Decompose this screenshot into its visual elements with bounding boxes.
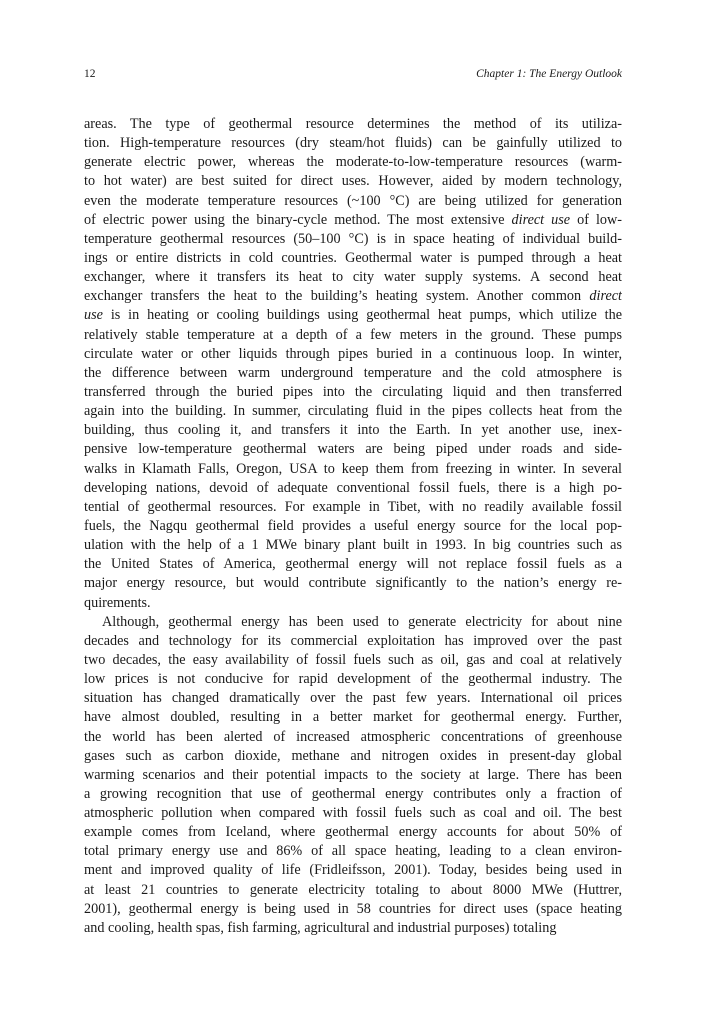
text-segment: quirements. xyxy=(84,594,151,611)
text-segment: and cooling, health spas, fish farming, agricultural and industrial purposes) totaling xyxy=(84,919,557,936)
text-segment: is in heating or cooling buildings using geothermal heat pumps, which utilize the xyxy=(102,307,622,324)
text-segment: situation has changed dramatically over the past few years. International oil prices xyxy=(84,690,622,707)
text-segment: walks in Klamath Falls, Oregon, USA to keep them from freezing in winter. In several xyxy=(84,460,622,477)
text-segment: tion. High-temperature resources (dry steam/hot fluids) can be gainfully utilized to xyxy=(84,135,622,152)
text-segment: the world has been alerted of increased atmospheric concentrations of greenhouse xyxy=(84,728,622,745)
text-segment: generate electric power, whereas the moderate-to-low-temperature resources (warm- xyxy=(84,154,622,171)
text-line xyxy=(84,498,622,517)
text-line xyxy=(84,728,622,747)
text-segment: at least 21 countries to generate electricity totaling to about 8000 MWe (Huttrer, xyxy=(84,881,622,898)
italic-text: direct use xyxy=(511,211,571,228)
text-segment: low prices is not conducive for rapid development of the geothermal industry. The xyxy=(84,671,622,688)
text-segment: ment and improved quality of life (Fridleifsson, 2001). Today, besides being used in xyxy=(84,862,622,879)
text-line xyxy=(84,421,622,440)
text-line xyxy=(84,460,622,479)
text-segment: the United States of America, geothermal energy will not replace fossil fuels as a xyxy=(84,556,622,573)
text-segment: total primary energy use and 86% of all space heating, leading to a clean environ- xyxy=(84,843,622,860)
text-line xyxy=(84,536,622,555)
chapter-title: Chapter 1: The Energy Outlook xyxy=(476,68,622,80)
text-segment: developing nations, devoid of adequate conventional fossil fuels, there is a high po- xyxy=(84,479,622,496)
text-segment: warming scenarios and their potential impacts to the society at large. There has been xyxy=(84,766,622,783)
text-segment: have almost doubled, resulting in a better market for geothermal energy. Further, xyxy=(84,709,622,726)
text-segment: ings or entire districts in cold countries. Geothermal water is pumped through a heat xyxy=(84,249,622,266)
text-segment: ulation with the help of a 1 MWe binary plant built in 1993. In big countries such as xyxy=(84,537,622,554)
text-segment: of electric power using the binary-cycle method. The most extensive xyxy=(84,211,512,228)
text-segment: the difference between warm underground temperature and the cold atmosphere is xyxy=(84,364,622,381)
text-line xyxy=(84,747,622,766)
text-segment: tential of geothermal resources. For example in Tibet, with no readily available fossil xyxy=(84,498,622,515)
text-segment: circulate water or other liquids through pipes buried in a continuous loop. In winter, xyxy=(84,345,622,362)
running-head xyxy=(84,66,622,82)
text-line xyxy=(84,651,622,670)
text-line xyxy=(84,766,622,785)
text-line xyxy=(84,670,622,689)
text-segment: to hot water) are best suited for direct uses. However, aided by modern technology, xyxy=(84,173,622,190)
text-segment: major energy resource, but would contribute significantly to the nation’s energy re- xyxy=(84,575,622,592)
text-segment: building, thus cooling it, and transfers it into the Earth. In yet another use, inex- xyxy=(84,422,622,439)
italic-text: direct xyxy=(589,288,622,305)
text-segment: temperature geothermal resources (50–100 °C) is in space heating of individual build- xyxy=(84,230,622,247)
text-line xyxy=(84,192,622,211)
text-line xyxy=(84,402,622,421)
text-line xyxy=(84,230,622,249)
text-segment: pensive low-temperature geothermal waters are being piped under roads and side- xyxy=(84,441,622,458)
text-line xyxy=(84,440,622,459)
text-line xyxy=(84,268,622,287)
text-segment: areas. The type of geothermal resource determines the method of its utiliza- xyxy=(84,116,622,132)
text-line xyxy=(84,555,622,574)
text-line xyxy=(84,134,622,153)
page-number: 12 xyxy=(84,68,96,80)
text-line xyxy=(84,287,622,306)
text-line xyxy=(84,574,622,593)
text-segment: fuels, the Nagqu geothermal field provides a useful energy source for the local pop- xyxy=(84,517,622,534)
text-line xyxy=(84,708,622,727)
text-segment: again into the building. In summer, circulating fluid in the pipes collects heat from the xyxy=(84,403,622,420)
text-line xyxy=(84,153,622,172)
text-line xyxy=(84,689,622,708)
text-line xyxy=(84,594,622,613)
text-line xyxy=(84,881,622,900)
text-segment: example comes from Iceland, where geothermal energy accounts for about 50% of xyxy=(84,824,622,841)
text-line xyxy=(84,249,622,268)
text-line xyxy=(84,785,622,804)
body-text xyxy=(84,115,622,938)
italic-text: use xyxy=(84,307,103,324)
text-segment: two decades, the easy availability of fossil fuels such as oil, gas and coal at relatively xyxy=(84,651,622,668)
text-segment: exchanger, where it transfers its heat to city water supply systems. A second heat xyxy=(84,269,622,286)
text-line xyxy=(84,383,622,402)
text-line xyxy=(84,900,622,919)
text-segment: a growing recognition that use of geothermal energy contributes only a fraction of xyxy=(84,785,622,802)
text-line xyxy=(84,823,622,842)
text-line xyxy=(84,632,622,651)
text-line xyxy=(84,842,622,861)
text-segment: 2001), geothermal energy is being used in 58 countries for direct uses (space heating xyxy=(84,900,622,917)
text-segment: gases such as carbon dioxide, methane and nitrogen oxides in present-day global xyxy=(84,747,622,764)
text-segment: Although, geothermal energy has been used to generate electricity for about nine xyxy=(102,613,622,630)
text-line xyxy=(84,326,622,345)
text-line xyxy=(84,306,622,325)
text-line xyxy=(84,919,622,938)
text-segment: transferred through the buried pipes into the circulating liquid and then transferred xyxy=(84,383,622,400)
text-line xyxy=(84,364,622,383)
text-segment: exchanger transfers the heat to the building’s heating system. Another common xyxy=(84,288,590,305)
text-line xyxy=(84,479,622,498)
text-line xyxy=(84,115,622,134)
text-segment: decades and technology for its commercial exploitation has improved over the past xyxy=(84,632,622,649)
text-segment: atmospheric pollution when compared with fossil fuels such as coal and oil. The best xyxy=(84,805,622,822)
text-line xyxy=(84,861,622,880)
text-segment: relatively stable temperature at a depth of a few meters in the ground. These pumps xyxy=(84,326,622,343)
text-segment: of low- xyxy=(570,211,622,228)
text-line xyxy=(84,172,622,191)
text-line xyxy=(84,345,622,364)
text-line xyxy=(84,613,622,632)
text-line xyxy=(84,804,622,823)
text-line xyxy=(84,211,622,230)
text-line xyxy=(84,517,622,536)
text-segment: even the moderate temperature resources (~100 °C) are being utilized for generation xyxy=(84,192,622,209)
